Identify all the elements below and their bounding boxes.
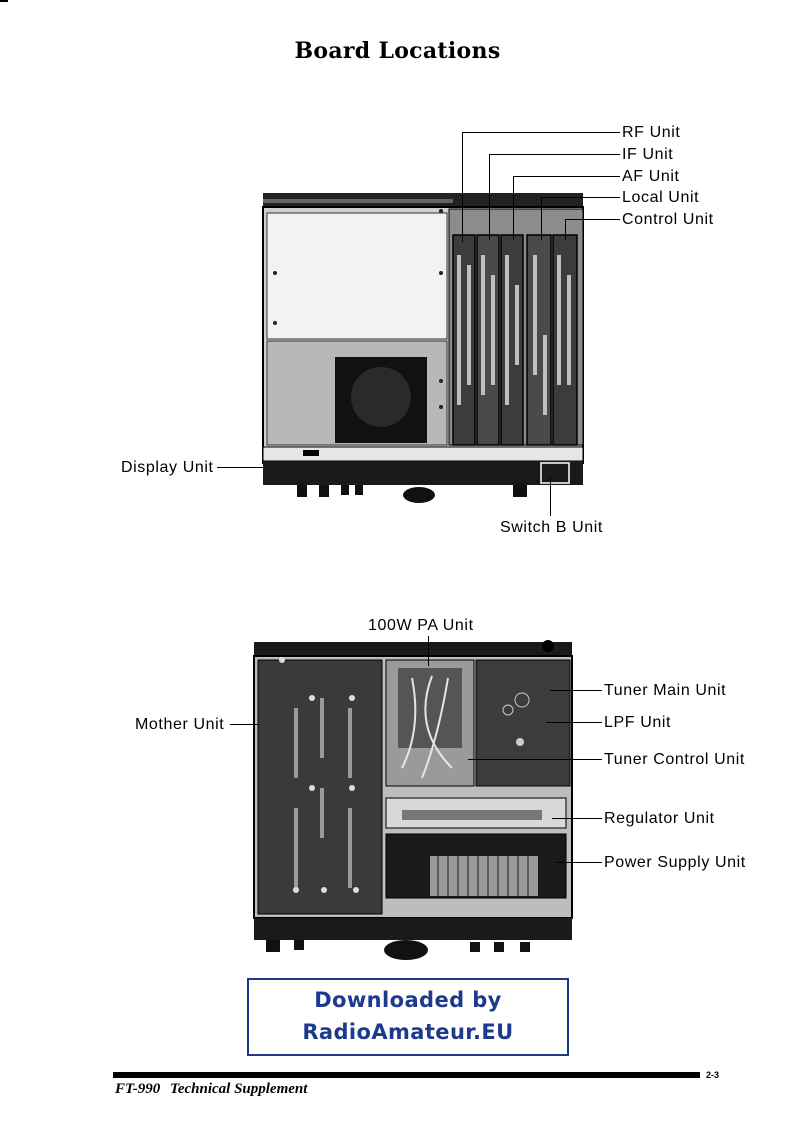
local-unit-leader-h: [541, 197, 620, 198]
local-unit-leader-v: [541, 197, 542, 240]
tuner-main-unit-leader: [550, 690, 602, 691]
watermark-line-2: RadioAmateur.EU: [302, 1020, 514, 1044]
switch-b-unit-label: Switch B Unit: [500, 519, 603, 536]
if-unit-label: IF Unit: [622, 146, 674, 163]
pa-unit-label: 100W PA Unit: [368, 617, 474, 634]
pa-unit-leader: [428, 636, 429, 666]
footer-caption: [115, 1081, 307, 1098]
tuner-control-unit-label: Tuner Control Unit: [604, 751, 745, 768]
download-watermark-box: [247, 978, 569, 1056]
footer-doc-title: Technical Supplement: [170, 1081, 308, 1097]
display-unit-label: Display Unit: [121, 459, 214, 476]
mother-unit-label: Mother Unit: [135, 716, 225, 733]
switch-b-unit-leader: [550, 478, 551, 516]
control-unit-leader-h: [565, 219, 620, 220]
power-supply-unit-leader: [556, 862, 602, 863]
lpf-unit-label: LPF Unit: [604, 714, 672, 731]
display-unit-leader: [217, 467, 265, 468]
rf-unit-label: RF Unit: [622, 124, 681, 141]
mother-unit-leader: [230, 724, 260, 725]
rf-unit-leader-v: [462, 132, 463, 242]
rf-unit-leader-h: [462, 132, 620, 133]
power-supply-unit-label: Power Supply Unit: [604, 854, 746, 871]
regulator-unit-label: Regulator Unit: [604, 810, 715, 827]
lpf-unit-leader: [546, 722, 602, 723]
footer-rule: [113, 1072, 700, 1078]
page-title: Board Locations: [294, 38, 501, 64]
watermark-line-1: Downloaded by: [314, 988, 502, 1012]
page-corner-mark: [0, 0, 8, 2]
top-chassis-photo: [255, 185, 585, 505]
control-unit-label: Control Unit: [622, 211, 714, 228]
local-unit-label: Local Unit: [622, 189, 700, 206]
tuner-control-unit-leader: [468, 759, 602, 760]
regulator-unit-leader: [552, 818, 602, 819]
page-number: 2-3: [706, 1070, 720, 1080]
af-unit-leader-h: [513, 176, 620, 177]
if-unit-leader-v: [489, 154, 490, 240]
tuner-main-unit-label: Tuner Main Unit: [604, 682, 727, 699]
af-unit-leader-v: [513, 176, 514, 240]
af-unit-label: AF Unit: [622, 168, 680, 185]
bottom-chassis-photo: [252, 638, 574, 966]
footer-model: FT-990: [115, 1081, 161, 1097]
control-unit-leader-v: [565, 219, 566, 240]
if-unit-leader-h: [489, 154, 620, 155]
